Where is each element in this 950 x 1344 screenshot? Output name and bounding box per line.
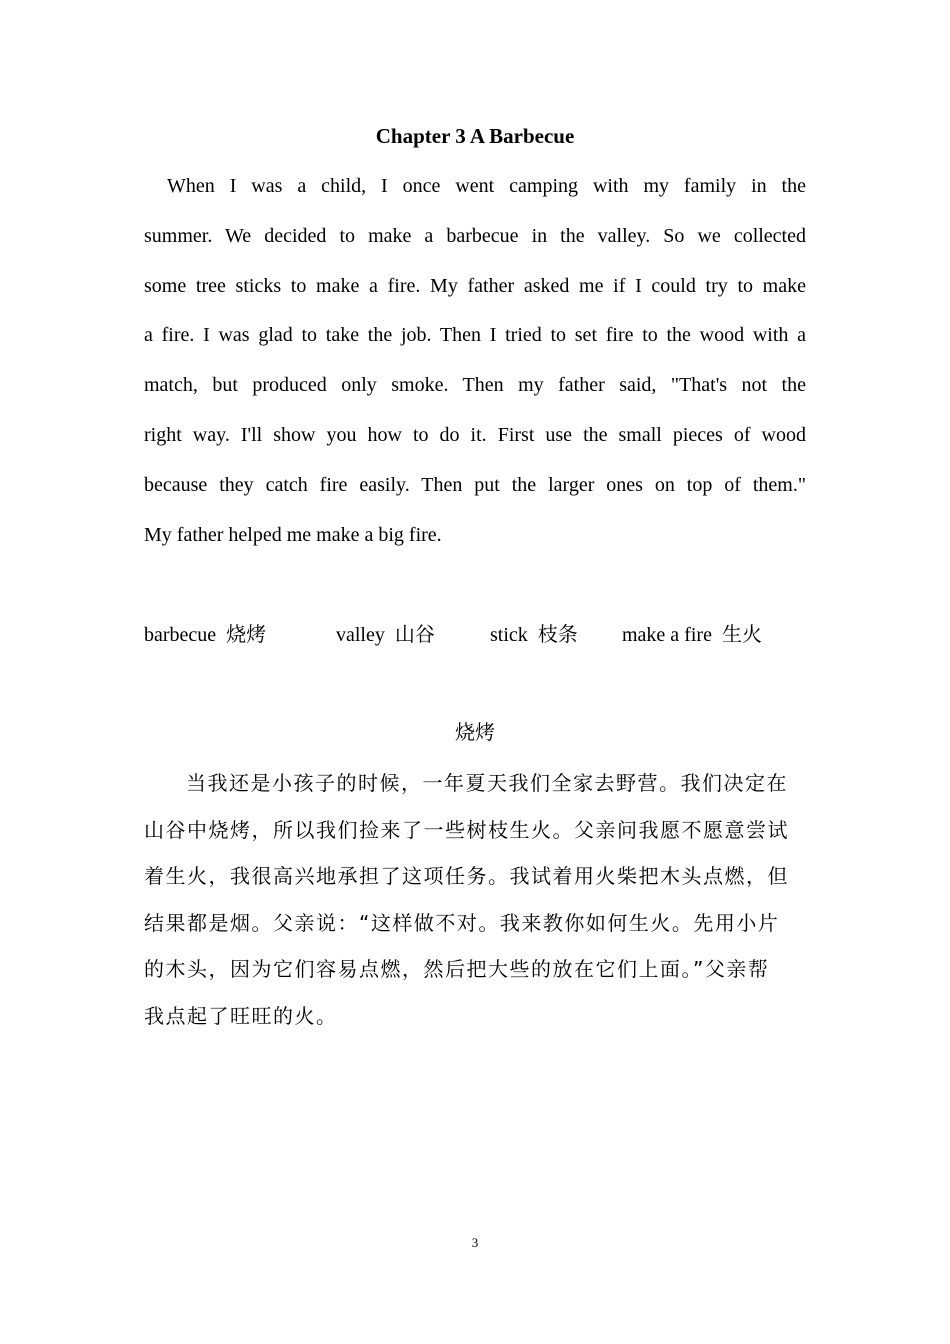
vocab-meaning: 枝条 — [537, 622, 578, 646]
english-line: When I was a child, I once went camping with my family in the — [167, 175, 806, 197]
vocab-word: valley — [336, 624, 385, 646]
vocab-item — [490, 618, 578, 651]
chinese-passage — [144, 760, 808, 1039]
english-line: right way. I'll show you how to do it. First use the small pieces of wood — [144, 423, 806, 446]
chinese-line: 山谷中烧烤，所以我们捡来了一些树枝生火。父亲问我愿不愿意尝试 — [144, 817, 789, 842]
chinese-line: 着生火，我很高兴地承担了这项任务。我试着用火柴把木头点燃，但 — [144, 864, 789, 888]
chinese-line: 的木头，因为它们容易点燃，然后把大些的放在它们上面。”父亲帮 — [144, 957, 770, 981]
english-line: match, but produced only smoke. Then my father said, "That's not the — [144, 374, 806, 397]
vocab-item — [144, 618, 266, 651]
english-line: My father helped me make a big fire. — [144, 523, 442, 546]
english-line: summer. We decided to make a barbecue in the valley. So we collected — [144, 224, 806, 247]
vocab-meaning: 山谷 — [394, 622, 435, 646]
english-line: because they catch fire easily. Then put the larger ones on top of them." — [144, 473, 806, 496]
vocab-item — [622, 618, 762, 651]
chapter-title: Chapter 3 A Barbecue — [375, 124, 575, 148]
vocab-meaning: 烧烤 — [226, 622, 267, 646]
vocab-word: barbecue — [144, 624, 217, 646]
page-number: 3 — [471, 1235, 479, 1250]
english-passage — [144, 162, 806, 560]
chinese-line: 当我还是小孩子的时候，一年夏天我们全家去野营。我们决定在 — [186, 771, 788, 795]
chinese-title: 烧烤 — [455, 720, 495, 744]
english-line: a fire. I was glad to take the job. Then I tried to set fire to the wood with a — [144, 324, 806, 347]
vocab-meaning: 生火 — [721, 622, 762, 646]
chinese-line: 我点起了旺旺的火。 — [144, 1003, 338, 1028]
vocab-word: stick — [490, 624, 528, 646]
english-line: some tree sticks to make a fire. My father asked me if I could try to make — [144, 274, 806, 297]
vocab-item — [336, 618, 435, 651]
chinese-line: 结果都是烟。父亲说：“这样做不对。我来教你如何生火。先用小片 — [144, 910, 780, 935]
vocab-word: make a fire — [622, 624, 712, 646]
